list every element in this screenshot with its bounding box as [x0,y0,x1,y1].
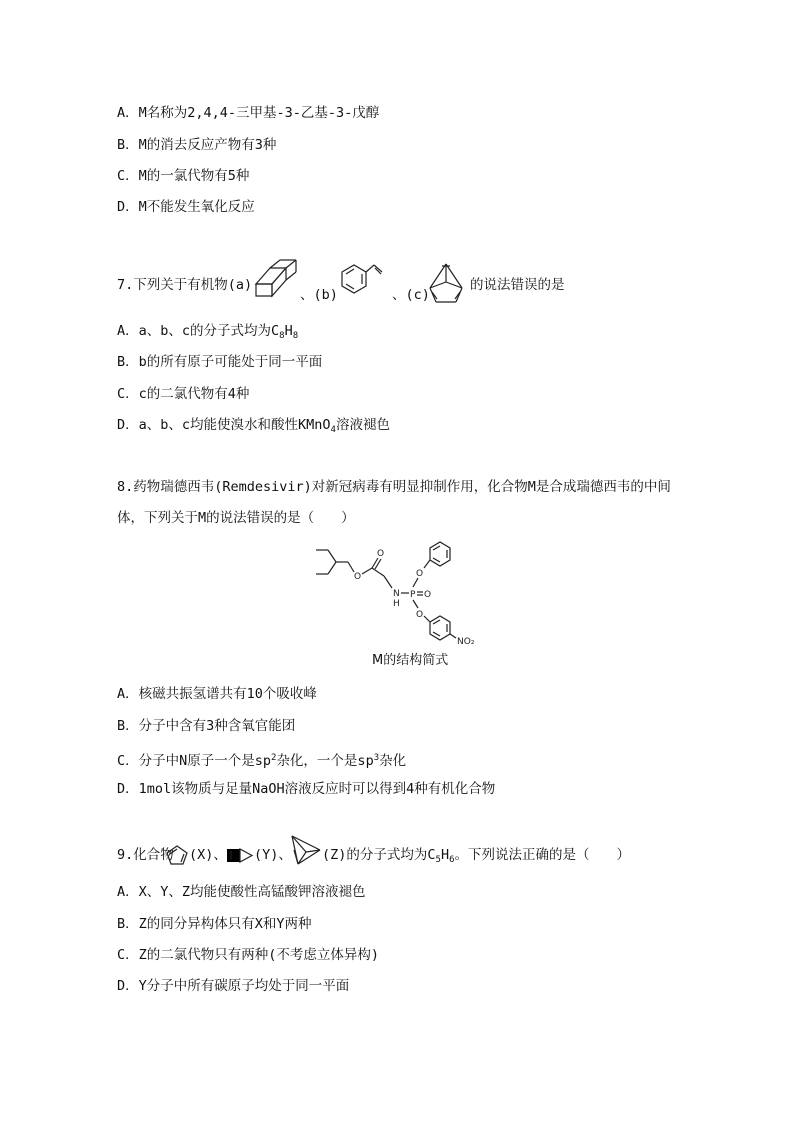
mol-p: P [410,590,416,600]
structure-c-bicyclic [420,258,472,306]
q8-option-c [117,749,406,770]
q9-option-b: B．Z的同分异构体只有X和Y两种 [117,916,312,932]
q9-stem-mid-text: (Z)的分子式均为C [322,847,436,863]
q7-stem-end: 的说法错误的是 [470,277,565,293]
q8-option-a: A．核磁共振氢谱共有10个吸收峰 [117,686,317,702]
q9-stem-end: 。下列说法正确的是（ ） [454,847,630,863]
q7-option-b: B．b的所有原子可能处于同一平面 [117,354,323,370]
q7-option-d-text: D．a、b、c均能使溴水和酸性KMnO [117,417,331,433]
q9-sub2: 6 [449,855,455,865]
q8-option-d: D．1mol该物质与足量NaOH溶液反应时可以得到4种有机化合物 [117,781,496,797]
q9-stem-start: 9.化合物 [117,847,174,863]
structure-m-caption: M的结构简式 [372,653,449,668]
q6-option-b: B．M的消去反应产物有3种 [117,137,277,153]
mol-o2: O [377,549,385,559]
structure-z-tricyclic [288,834,322,868]
q8-option-c-end: 杂化 [379,753,407,769]
q7-option-c: C．c的二氯代物有4种 [117,386,250,402]
q7-option-a-sub1: 8 [279,331,285,341]
mol-h: H [393,599,400,609]
q9-option-d: D．Y分子中所有碳原子均处于同一平面 [117,978,350,994]
q8-option-c-text: C．分子中N原子一个是sp [117,753,272,769]
q8-option-b: B．分子中含有3种含氧官能团 [117,718,296,734]
q8-option-c-sup1: 2 [271,753,277,763]
mol-po: O [424,590,432,600]
mol-o3: O [416,569,424,579]
q6-option-d: D．M不能发生氧化反应 [117,199,255,215]
q9-sub1: 5 [435,855,441,865]
q7-option-d-end: 溶液褪色 [335,417,390,433]
q7-label-c: 、(c) [392,287,430,303]
structure-x-cyclopentadiene [166,845,188,865]
structure-y-spiro [226,847,254,865]
mol-o4: O [416,610,424,620]
q7-option-a [117,322,298,345]
q7-option-d [117,416,390,439]
structure-m [300,540,480,648]
q7-option-d-sub: 4 [330,425,336,435]
q7-option-a-text: A．a、b、c的分子式均为C [117,323,280,339]
q9-option-c: C．Z的二氯代物只有两种(不考虑立体异构) [117,947,380,963]
mol-n: N [393,589,400,599]
q9-h: H [440,847,450,863]
q6-option-c: C．M的一氯代物有5种 [117,168,250,184]
structure-a-cubane-like [250,258,302,298]
q7-stem-start: 7.下列关于有机物(a) [117,277,253,293]
mol-no2: NO₂ [457,637,475,647]
q8-option-c-mid: 杂化，一个是sp [276,753,374,769]
q9-stem-mid [322,846,630,869]
q8-stem-line2: 体，下列关于M的说法错误的是（ ） [117,510,355,526]
q8-stem-line1: 8.药物瑞德西韦(Remdesivir)对新冠病毒有明显抑制作用，化合物M是合成瑞德西韦的中间 [117,479,671,495]
mol-o1: O [354,572,362,582]
q7-option-a-h: H [284,323,293,339]
q9-label-x: (X)、 [189,847,227,863]
q7-option-a-sub2: 8 [292,331,299,341]
q9-label-y: (Y)、 [254,847,292,863]
q6-option-a: A．M名称为2,4,4-三甲基-3-乙基-3-戊醇 [117,105,380,121]
structure-b-styrene [330,262,386,304]
q9-option-a: A．X、Y、Z均能使酸性高锰酸钾溶液褪色 [117,884,366,900]
q7-label-b: 、(b) [300,287,338,303]
q8-option-c-sup2: 3 [373,753,380,763]
